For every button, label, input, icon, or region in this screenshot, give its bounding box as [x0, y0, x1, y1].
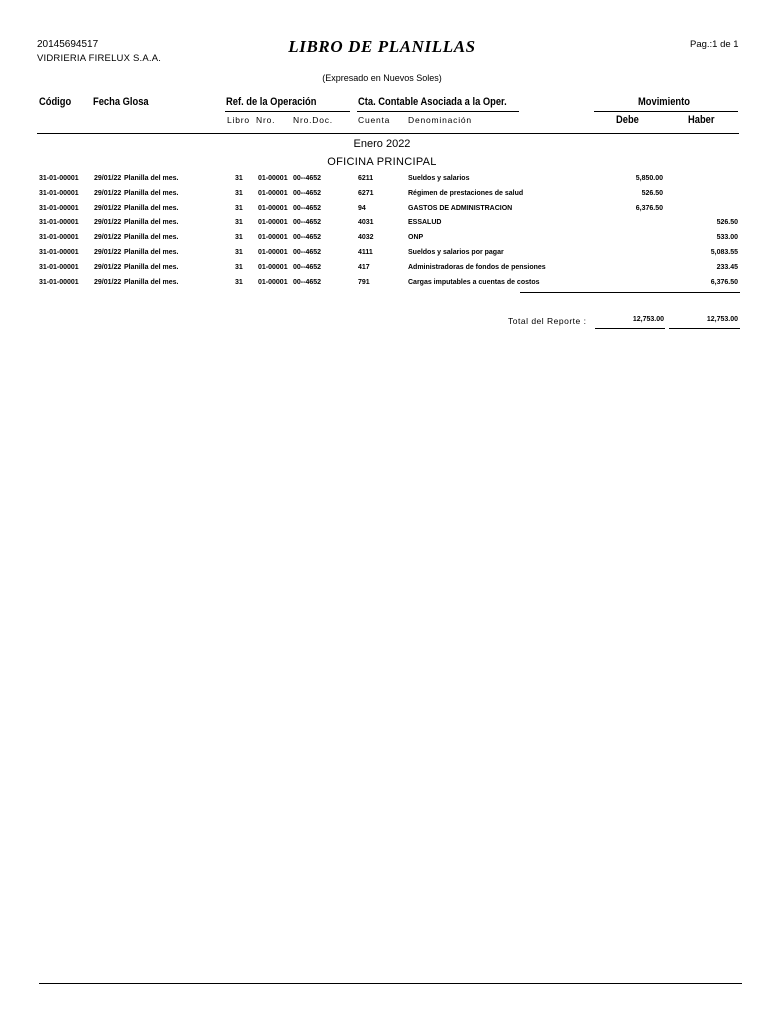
row-nro-doc: 00--4652 — [293, 234, 322, 242]
row-fecha: 29/01/22 — [94, 189, 122, 197]
row-libro: 31 — [235, 278, 243, 286]
row-debe: 526.50 — [641, 189, 663, 197]
row-libro: 31 — [235, 234, 243, 242]
row-debe: 6,376.50 — [635, 204, 663, 212]
table-row — [0, 175, 768, 189]
row-nro: 01-00001 — [258, 175, 288, 182]
row-codigo: 31-01-00001 — [39, 219, 79, 227]
row-glosa: Planilla del mes. — [124, 219, 179, 227]
row-debe: 5,850.00 — [635, 175, 663, 182]
row-fecha: 29/01/22 — [94, 175, 122, 182]
row-codigo: 31-01-00001 — [39, 278, 79, 286]
column-header-nro-doc: Nro.Doc. — [293, 115, 333, 125]
total-debe-underline — [595, 328, 665, 329]
row-libro: 31 — [235, 204, 243, 212]
row-denominacion: Cargas imputables a cuentas de costos — [408, 278, 540, 286]
row-nro: 01-00001 — [258, 189, 288, 197]
row-nro-doc: 00--4652 — [293, 175, 322, 182]
report-title: LIBRO DE PLANILLAS — [288, 37, 476, 56]
row-cuenta: 6271 — [358, 189, 374, 197]
row-denominacion: ESSALUD — [408, 219, 442, 227]
column-header-nro: Nro. — [256, 115, 276, 125]
entries-bottom-rule — [520, 292, 740, 293]
row-libro: 31 — [235, 175, 243, 182]
movimiento-underline — [594, 111, 738, 112]
row-nro-doc: 00--4652 — [293, 249, 322, 256]
column-header-movimiento: Movimiento — [638, 96, 690, 108]
column-header-codigo: Código — [39, 96, 72, 108]
branch-label: OFICINA PRINCIPAL — [327, 156, 437, 168]
row-denominacion: Sueldos y salarios — [408, 175, 470, 182]
row-denominacion: GASTOS DE ADMINISTRACION — [408, 204, 513, 212]
row-glosa: Planilla del mes. — [124, 189, 179, 197]
row-haber: 526.50 — [716, 219, 738, 227]
table-row — [0, 205, 768, 219]
total-haber-underline — [669, 328, 740, 329]
row-codigo: 31-01-00001 — [39, 204, 79, 212]
row-fecha: 29/01/22 — [94, 219, 122, 227]
table-row — [0, 219, 768, 233]
ref-underline — [225, 111, 350, 112]
column-header-denominacion: Denominación — [408, 115, 472, 125]
row-fecha: 29/01/22 — [94, 249, 122, 256]
total-label: Total del Reporte : — [508, 316, 587, 326]
table-row — [0, 264, 768, 278]
row-fecha: 29/01/22 — [94, 234, 122, 242]
header-bottom-rule — [37, 133, 739, 134]
row-cuenta: 791 — [358, 278, 370, 286]
column-header-haber: Haber — [688, 114, 715, 126]
row-glosa: Planilla del mes. — [124, 278, 179, 286]
total-haber: 12,753.00 — [706, 316, 738, 323]
row-denominacion: Régimen de prestaciones de salud — [408, 189, 524, 197]
row-codigo: 31-01-00001 — [39, 263, 79, 271]
page-number: Pag.:1 de 1 — [690, 39, 739, 50]
row-cuenta: 4032 — [358, 234, 374, 242]
table-row — [0, 279, 768, 293]
row-nro: 01-00001 — [258, 278, 288, 286]
row-codigo: 31-01-00001 — [39, 189, 79, 197]
row-glosa: Planilla del mes. — [124, 175, 179, 182]
column-header-cuenta: Cuenta — [358, 115, 391, 125]
column-header-libro: Libro — [227, 115, 250, 125]
row-cuenta: 4111 — [358, 249, 373, 256]
row-fecha: 29/01/22 — [94, 263, 122, 271]
row-glosa: Planilla del mes. — [124, 204, 179, 212]
row-nro: 01-00001 — [258, 234, 288, 242]
row-cuenta: 94 — [358, 204, 366, 212]
company-name: VIDRIERIA FIRELUX S.A.A. — [37, 53, 162, 64]
row-nro: 01-00001 — [258, 219, 288, 227]
row-codigo: 31-01-00001 — [39, 249, 79, 256]
footer-rule — [39, 983, 742, 984]
row-cuenta: 6211 — [358, 175, 374, 182]
row-nro-doc: 00--4652 — [293, 278, 322, 286]
row-nro: 01-00001 — [258, 249, 288, 256]
row-nro-doc: 00--4652 — [293, 263, 322, 271]
row-haber: 6,376.50 — [710, 278, 738, 286]
column-header-ref-operacion: Ref. de la Operación — [226, 96, 317, 108]
row-libro: 31 — [235, 249, 243, 256]
period-label: Enero 2022 — [353, 138, 411, 150]
row-libro: 31 — [235, 219, 243, 227]
row-glosa: Planilla del mes. — [124, 249, 179, 256]
row-fecha: 29/01/22 — [94, 204, 122, 212]
row-cuenta: 4031 — [358, 219, 374, 227]
table-row — [0, 249, 768, 263]
column-header-fecha-glosa: Fecha Glosa — [93, 96, 149, 108]
row-haber: 5,083.55 — [710, 249, 738, 256]
row-nro: 01-00001 — [258, 263, 288, 271]
row-fecha: 29/01/22 — [94, 278, 122, 286]
cta-underline — [357, 111, 519, 112]
row-libro: 31 — [235, 263, 243, 271]
row-codigo: 31-01-00001 — [39, 234, 79, 242]
row-denominacion: Administradoras de fondos de pensiones — [408, 263, 546, 271]
row-glosa: Planilla del mes. — [124, 234, 179, 242]
row-codigo: 31-01-00001 — [39, 175, 79, 182]
row-nro-doc: 00--4652 — [293, 204, 322, 212]
total-debe: 12,753.00 — [632, 316, 664, 323]
row-libro: 31 — [235, 189, 243, 197]
row-denominacion: ONP — [408, 234, 424, 242]
column-header-cta-contable: Cta. Contable Asociada a la Oper. — [358, 96, 507, 108]
row-haber: 233.45 — [716, 263, 738, 271]
row-cuenta: 417 — [358, 263, 370, 271]
table-row — [0, 234, 768, 248]
row-nro-doc: 00--4652 — [293, 219, 322, 227]
row-nro: 01-00001 — [258, 204, 288, 212]
table-row — [0, 190, 768, 204]
report-subtitle: (Expresado en Nuevos Soles) — [322, 73, 442, 83]
row-nro-doc: 00--4652 — [293, 189, 322, 197]
column-header-debe: Debe — [616, 114, 639, 126]
row-glosa: Planilla del mes. — [124, 263, 179, 271]
row-denominacion: Sueldos y salarios por pagar — [408, 249, 504, 256]
row-haber: 533.00 — [716, 234, 738, 242]
company-ruc: 20145694517 — [37, 39, 99, 50]
